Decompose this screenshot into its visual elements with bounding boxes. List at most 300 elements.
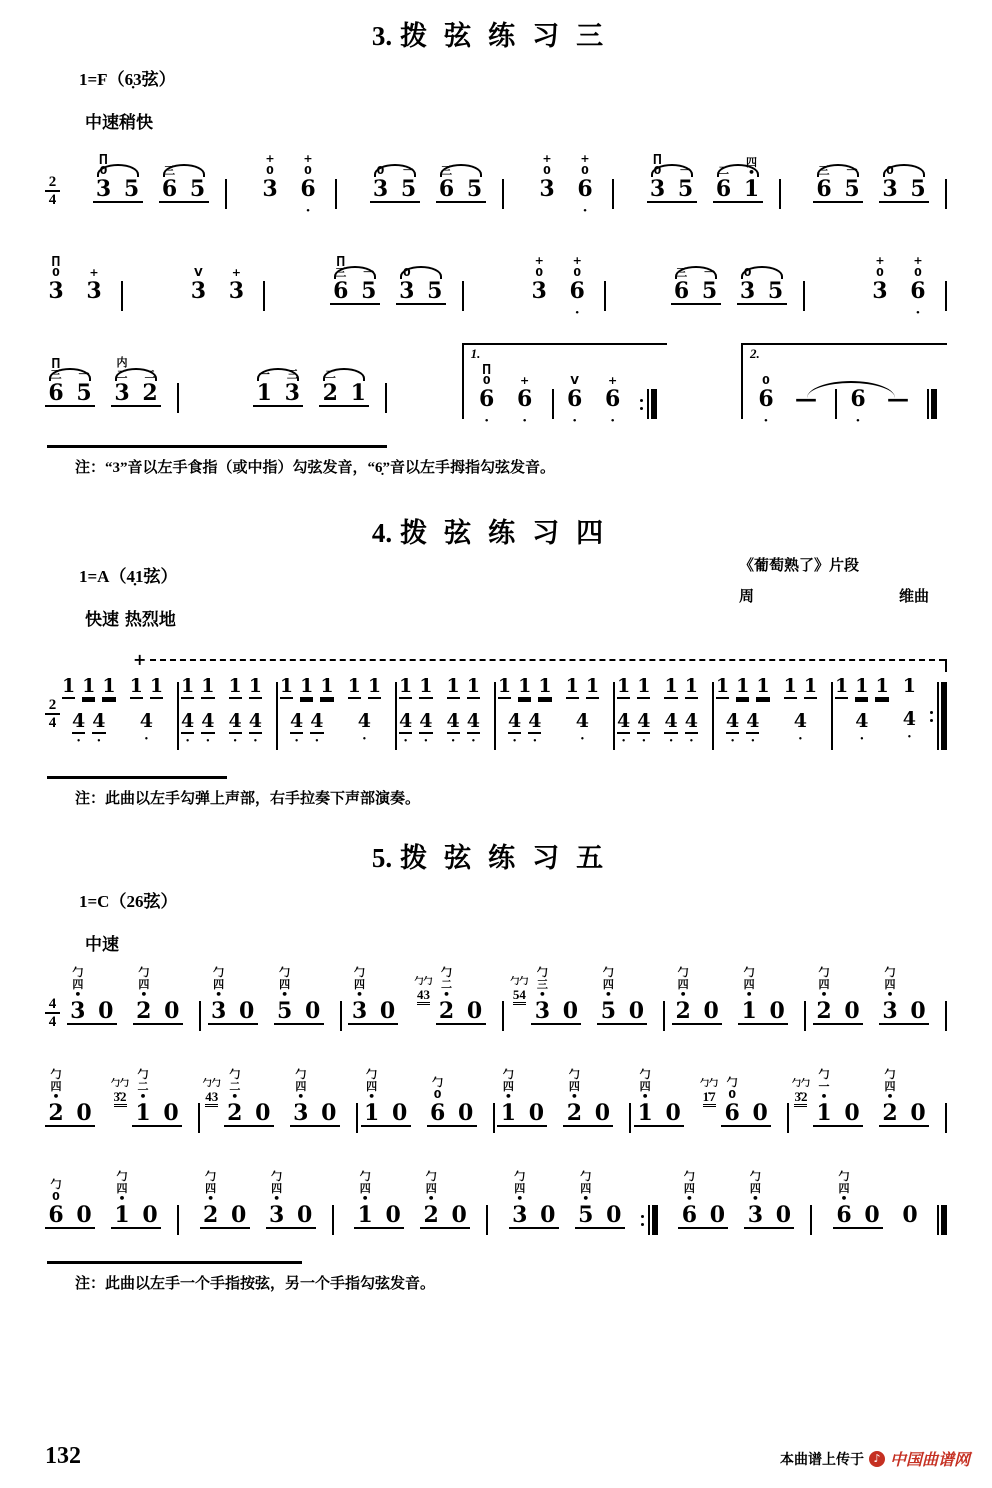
measure <box>509 1165 658 1235</box>
note: 6 <box>910 278 926 304</box>
note: 5 <box>123 176 140 202</box>
note: 3 <box>399 278 415 304</box>
note: 3 <box>747 1202 764 1228</box>
barline <box>502 179 504 209</box>
plus-pizzicato-sign: + <box>133 650 147 669</box>
note-column: 一 5 <box>701 266 718 304</box>
note: 1 <box>279 675 294 697</box>
note: 1 <box>756 675 770 697</box>
note: 4 • <box>72 710 86 747</box>
measure <box>370 139 504 209</box>
measure <box>67 961 201 1031</box>
note: 4 • <box>726 710 740 747</box>
measure <box>671 241 805 311</box>
note-column <box>238 961 256 1023</box>
note-column: 勹 四 • 2 <box>136 966 152 1024</box>
note-group <box>420 1165 470 1229</box>
note: 3 <box>649 176 666 202</box>
note: 6 <box>836 1202 852 1228</box>
note-column <box>163 961 181 1023</box>
upper-voice <box>566 676 599 699</box>
note-column: 勹 二 • 2 <box>227 1068 243 1126</box>
note: 4 • <box>181 710 195 747</box>
exercise-5-number: 5. <box>371 843 393 873</box>
note-group <box>597 961 647 1025</box>
note-group <box>813 139 863 203</box>
note-column <box>664 1063 682 1125</box>
note: 1 <box>256 380 272 406</box>
measure <box>93 139 227 209</box>
note: 3 <box>293 1100 309 1126</box>
note-group <box>700 1063 771 1127</box>
barline <box>712 682 714 750</box>
beat-column <box>617 676 650 750</box>
upper-voice <box>617 676 650 699</box>
note: 0 <box>163 1100 179 1126</box>
measure <box>200 1165 334 1235</box>
measure <box>45 1063 200 1133</box>
barline <box>937 1205 947 1235</box>
composer-line <box>739 585 929 606</box>
lower-voice <box>348 711 381 743</box>
note-column: 一 5 <box>677 164 694 202</box>
note: 1 <box>347 675 361 697</box>
note-column <box>774 1165 792 1227</box>
note-column: + 0 3 <box>531 254 547 304</box>
note-column <box>254 1063 272 1125</box>
note-column <box>320 1063 338 1125</box>
lower-voice <box>903 709 916 741</box>
note-group <box>290 1063 340 1127</box>
note-column: 勹 四 • 5 <box>277 966 293 1024</box>
barline <box>177 682 179 750</box>
grace-notes: 勹勹 3̇2 <box>111 1063 129 1107</box>
measure <box>498 676 615 750</box>
note-column: 勹 四 • 6 <box>681 1170 698 1228</box>
note-column: V 3 <box>190 266 207 304</box>
measure <box>330 241 464 311</box>
note-group <box>899 1165 921 1227</box>
exercise-4-number: 4. <box>371 518 393 548</box>
note-group <box>203 1063 274 1127</box>
note-column: ∏ 0 6 • <box>479 362 495 427</box>
note-group <box>111 343 161 407</box>
note: 3 <box>211 998 227 1024</box>
note-group <box>45 241 67 303</box>
note: 1 <box>565 675 579 697</box>
note-column: 一 5 <box>76 368 92 406</box>
barline <box>787 1103 789 1133</box>
barline <box>945 1103 947 1133</box>
time-signature: 2 4 <box>45 175 60 207</box>
note: 1 <box>497 675 512 697</box>
note: 1 <box>741 998 757 1024</box>
note-group <box>672 961 722 1025</box>
note-group <box>833 1165 883 1229</box>
note-column: 一 5 <box>844 164 860 202</box>
note-column <box>97 961 115 1023</box>
note-group <box>297 139 319 217</box>
measure <box>45 343 179 413</box>
note: 0 <box>540 1202 556 1228</box>
measure <box>634 1063 789 1133</box>
note: 6 <box>605 386 621 412</box>
note-column: ∏ 三 6 <box>48 356 64 406</box>
note: 1 <box>664 675 678 697</box>
barline <box>810 1205 812 1235</box>
note-column: 三 6 <box>438 164 455 202</box>
note-column: 勹 0 6 <box>48 1178 64 1228</box>
music-line <box>45 139 947 217</box>
note-column <box>702 961 720 1023</box>
note-column: 6 • <box>850 386 866 427</box>
exercise-5-music <box>45 961 947 1235</box>
barline <box>198 1103 200 1133</box>
note: 3 <box>372 176 389 202</box>
time-signature: 4 4 <box>45 997 60 1029</box>
note-column <box>391 1063 409 1125</box>
note-column: + 0 3 <box>262 152 278 202</box>
note: 0 <box>665 1100 681 1126</box>
note-group <box>792 1063 863 1127</box>
note-column: + 0 6 • <box>577 152 593 217</box>
note-group <box>869 241 891 303</box>
note: 0 <box>164 998 180 1024</box>
barline <box>604 281 606 311</box>
music-line <box>45 241 947 319</box>
attribution <box>739 554 929 606</box>
note: 1 <box>684 675 698 697</box>
note: 6 <box>816 176 832 202</box>
note: 1 <box>357 1202 373 1228</box>
note: 3 <box>48 278 64 304</box>
note-column <box>909 1063 927 1125</box>
note: 1 <box>129 675 143 697</box>
note: 3 <box>114 380 130 406</box>
note: 1 <box>855 675 869 697</box>
note: 1 <box>803 675 818 697</box>
note-column <box>527 1063 545 1125</box>
note: 6 <box>850 386 866 412</box>
note-column <box>901 1165 919 1227</box>
note-group <box>755 349 777 427</box>
note: 0 <box>864 1202 880 1228</box>
measure <box>510 961 665 1031</box>
note-column <box>909 139 927 201</box>
grace-notes: 勹勹 54 <box>510 961 528 1005</box>
barline <box>945 281 947 311</box>
beat-column <box>62 676 116 750</box>
note-group <box>427 1063 477 1127</box>
note-column <box>605 1165 623 1227</box>
barline <box>276 682 278 750</box>
note-column <box>304 961 322 1023</box>
note-column <box>141 1165 159 1227</box>
measure <box>399 676 496 750</box>
note: 2 <box>423 1202 439 1228</box>
note-column: + 0 3 <box>872 254 888 304</box>
note: 0 <box>457 1100 474 1126</box>
note-group <box>885 349 911 411</box>
note-column <box>593 1063 611 1125</box>
note: 1 <box>466 675 480 697</box>
note-group <box>793 349 819 411</box>
note-column <box>795 349 817 411</box>
note: 1 <box>637 1100 653 1126</box>
note: 6 <box>681 1202 698 1228</box>
note-column: + 6 • <box>517 374 533 427</box>
note-column: 勹 一 • 1 <box>816 1068 832 1126</box>
note: 5 <box>189 176 206 202</box>
note: 4 • <box>310 710 324 747</box>
barline <box>225 179 227 209</box>
note: 1 <box>637 675 651 697</box>
note: 0 <box>844 998 860 1024</box>
note: 4 • <box>508 710 522 747</box>
note: 5 <box>400 176 417 202</box>
note-column: 四 • 1 <box>743 156 760 202</box>
note: 4 • <box>664 710 678 747</box>
note: 1 <box>446 675 460 697</box>
note: 2 <box>48 1100 64 1126</box>
note-column <box>768 961 786 1023</box>
separator-rule <box>47 445 387 448</box>
beat-column <box>130 676 163 750</box>
upper-voice <box>280 676 334 699</box>
note-group <box>208 961 258 1025</box>
note: 3 <box>534 998 550 1024</box>
note-column: 勹 四 • 3 <box>882 966 898 1024</box>
note-group <box>879 139 929 203</box>
note-group <box>536 139 558 201</box>
note-column: 一 5 <box>400 164 417 202</box>
note-group <box>566 241 588 319</box>
exercise-3-tempo: 中速稍快 <box>85 113 153 133</box>
note-column: 勹 四 • 1 <box>637 1068 653 1126</box>
upper-voice <box>229 676 262 699</box>
grace-notes: 勹勹 3̇2 <box>792 1063 810 1107</box>
barline <box>177 383 179 413</box>
note: 3 <box>872 278 888 304</box>
note-column: 勹 四 • 3 <box>211 966 227 1024</box>
note-column: 勹 四 • 5 <box>578 1170 594 1228</box>
note-column: 勹 四 • 2 <box>423 1170 439 1228</box>
note: 0 <box>709 1202 726 1228</box>
note-column: 二 6 <box>715 164 732 202</box>
note: 1 <box>399 675 413 697</box>
note-group <box>45 1165 95 1229</box>
beat-column <box>447 676 480 750</box>
beat-column <box>348 676 381 750</box>
exercise-5-note: 注：此曲以左手一个手指按弦，另一个手指勾弦发音。 <box>75 1276 436 1292</box>
note-group <box>45 1063 95 1127</box>
note: 2 <box>882 1100 898 1126</box>
note: 6 <box>758 386 774 412</box>
site-name: 中国曲谱网 <box>889 1450 970 1469</box>
barline <box>356 1103 358 1133</box>
note-column: 勹 四 • 2 <box>882 1068 898 1126</box>
exercise-3-title <box>45 14 947 53</box>
note-group <box>847 349 869 427</box>
beat-column <box>399 676 432 750</box>
note-column <box>708 1165 726 1227</box>
note-group <box>436 139 486 203</box>
barline <box>803 281 805 311</box>
note-column <box>349 343 367 405</box>
lower-voice <box>664 711 697 745</box>
note-column <box>123 139 141 201</box>
note: 4 • <box>357 710 371 745</box>
note-column: 勹 四 • 5 <box>600 966 616 1024</box>
note-group <box>575 1165 625 1229</box>
barline <box>385 383 387 413</box>
exercise-4-key: 1=A（4̣1弦） <box>79 567 178 586</box>
note-group <box>330 241 380 305</box>
note-group <box>200 1165 250 1229</box>
music-line <box>45 1165 947 1235</box>
exercise-5-key: 1=C（26弦） <box>79 892 178 911</box>
note: 0 <box>910 1100 926 1126</box>
note-group <box>671 241 721 305</box>
page-footer <box>45 1443 970 1470</box>
upper-voice <box>903 676 916 697</box>
measure <box>181 676 278 750</box>
note: 0 <box>451 1202 467 1228</box>
beat-column <box>498 676 552 750</box>
note-group <box>737 241 787 305</box>
note: 4 • <box>855 710 869 745</box>
note-column: 勹 四 • 6 <box>836 1170 852 1228</box>
grace-notes: 勹勹 43 <box>414 961 432 1005</box>
note: 1 <box>228 675 242 697</box>
note-column <box>457 1063 475 1125</box>
note: 5 <box>277 998 293 1024</box>
note: 1 <box>538 675 552 697</box>
note: 6 <box>517 386 533 412</box>
note: 4 • <box>575 710 589 745</box>
upper-voice <box>716 676 770 699</box>
upper-voice <box>181 676 214 699</box>
upper-voice <box>784 676 817 699</box>
barline <box>121 281 123 311</box>
barline <box>945 179 947 209</box>
barline <box>494 682 496 750</box>
upper-voice <box>348 676 381 699</box>
beat-column <box>903 676 916 750</box>
barline <box>613 682 615 750</box>
footer-credit <box>780 1447 970 1470</box>
note: 1 <box>114 1202 130 1228</box>
note-group <box>476 349 498 427</box>
exercise-4-note: 注：此曲以左手勾弹上声部，右手拉奏下声部演奏。 <box>75 791 421 807</box>
time-signature: 2 4 <box>45 698 60 730</box>
measure <box>528 241 606 319</box>
lower-voice <box>229 711 262 745</box>
note-column: ∏ 三 6 <box>333 254 349 304</box>
note-group <box>111 1063 182 1127</box>
note-column <box>466 139 484 201</box>
note: 1 <box>875 675 889 697</box>
music-line <box>45 1063 947 1133</box>
note-column: 二 2 <box>322 368 338 406</box>
note: 1 <box>300 675 314 697</box>
note: 1 <box>320 675 334 697</box>
measure <box>203 1063 358 1133</box>
note: 1 <box>518 675 532 697</box>
note-column <box>450 1165 468 1227</box>
note: 0 <box>142 1202 158 1228</box>
note: 2 <box>322 380 338 406</box>
note: 5 <box>677 176 694 202</box>
note-group <box>713 139 763 203</box>
note-column: ∏ 0 3 <box>649 152 666 202</box>
upper-voice <box>447 676 480 699</box>
measure <box>45 241 123 311</box>
exercise-4-name: 拨弦练习四 <box>400 518 621 548</box>
measure <box>253 343 387 413</box>
barline <box>552 389 554 419</box>
note-column <box>909 961 927 1023</box>
music-line <box>45 961 947 1031</box>
note-column: 0 6 • <box>758 374 774 427</box>
volta-1: 1. ∏ 0 6 • + 6 • V 6 • + 6 • <box>462 343 667 419</box>
exercise-5-name: 拨弦练习五 <box>400 843 621 873</box>
note-group <box>266 1165 316 1229</box>
note: 6 <box>333 278 349 304</box>
note-column: + 3 <box>86 266 102 304</box>
separator-rule <box>47 1261 302 1264</box>
note-column <box>863 1165 881 1227</box>
note: 2 <box>202 1202 219 1228</box>
note-column: 0 3 <box>399 266 415 304</box>
note: 1 <box>902 675 916 697</box>
note-group <box>634 1063 684 1127</box>
note: 5 <box>466 176 483 202</box>
measure <box>259 139 337 217</box>
beat-column <box>784 676 817 750</box>
note: 3 <box>268 1202 285 1228</box>
note-group <box>647 139 697 203</box>
note-group <box>187 241 209 303</box>
note: 6 <box>673 278 690 304</box>
note: 4 • <box>684 710 698 747</box>
note: 3 <box>95 176 112 202</box>
lower-voice <box>62 711 116 745</box>
note-column <box>539 1165 557 1227</box>
note: 0 <box>391 1100 408 1126</box>
note: 0 <box>775 1202 792 1228</box>
barline <box>804 1001 806 1031</box>
note-column <box>75 1063 93 1125</box>
note-column: ∏ 0 3 <box>95 152 112 202</box>
measure <box>847 349 937 427</box>
measure <box>813 139 947 209</box>
measure <box>647 139 781 209</box>
composer-surname: 周 <box>739 589 755 605</box>
exercise-3-note: 注：“3”音以左手食指（或中指）勾弦发音，“6̣”音以左手拇指勾弦发音。 <box>75 460 556 476</box>
note-column: 勹 四 • 2 <box>675 966 691 1024</box>
note: 5 <box>910 176 926 202</box>
site-logo-icon: ♪ <box>869 1451 885 1467</box>
note-group <box>602 349 624 427</box>
note: 1 <box>181 675 195 697</box>
measure <box>62 676 179 750</box>
exercise-3-section <box>45 14 947 477</box>
note: 3 <box>539 176 555 202</box>
beat-column <box>716 676 770 750</box>
note: 5 <box>600 998 616 1024</box>
note: 4 • <box>902 708 916 743</box>
